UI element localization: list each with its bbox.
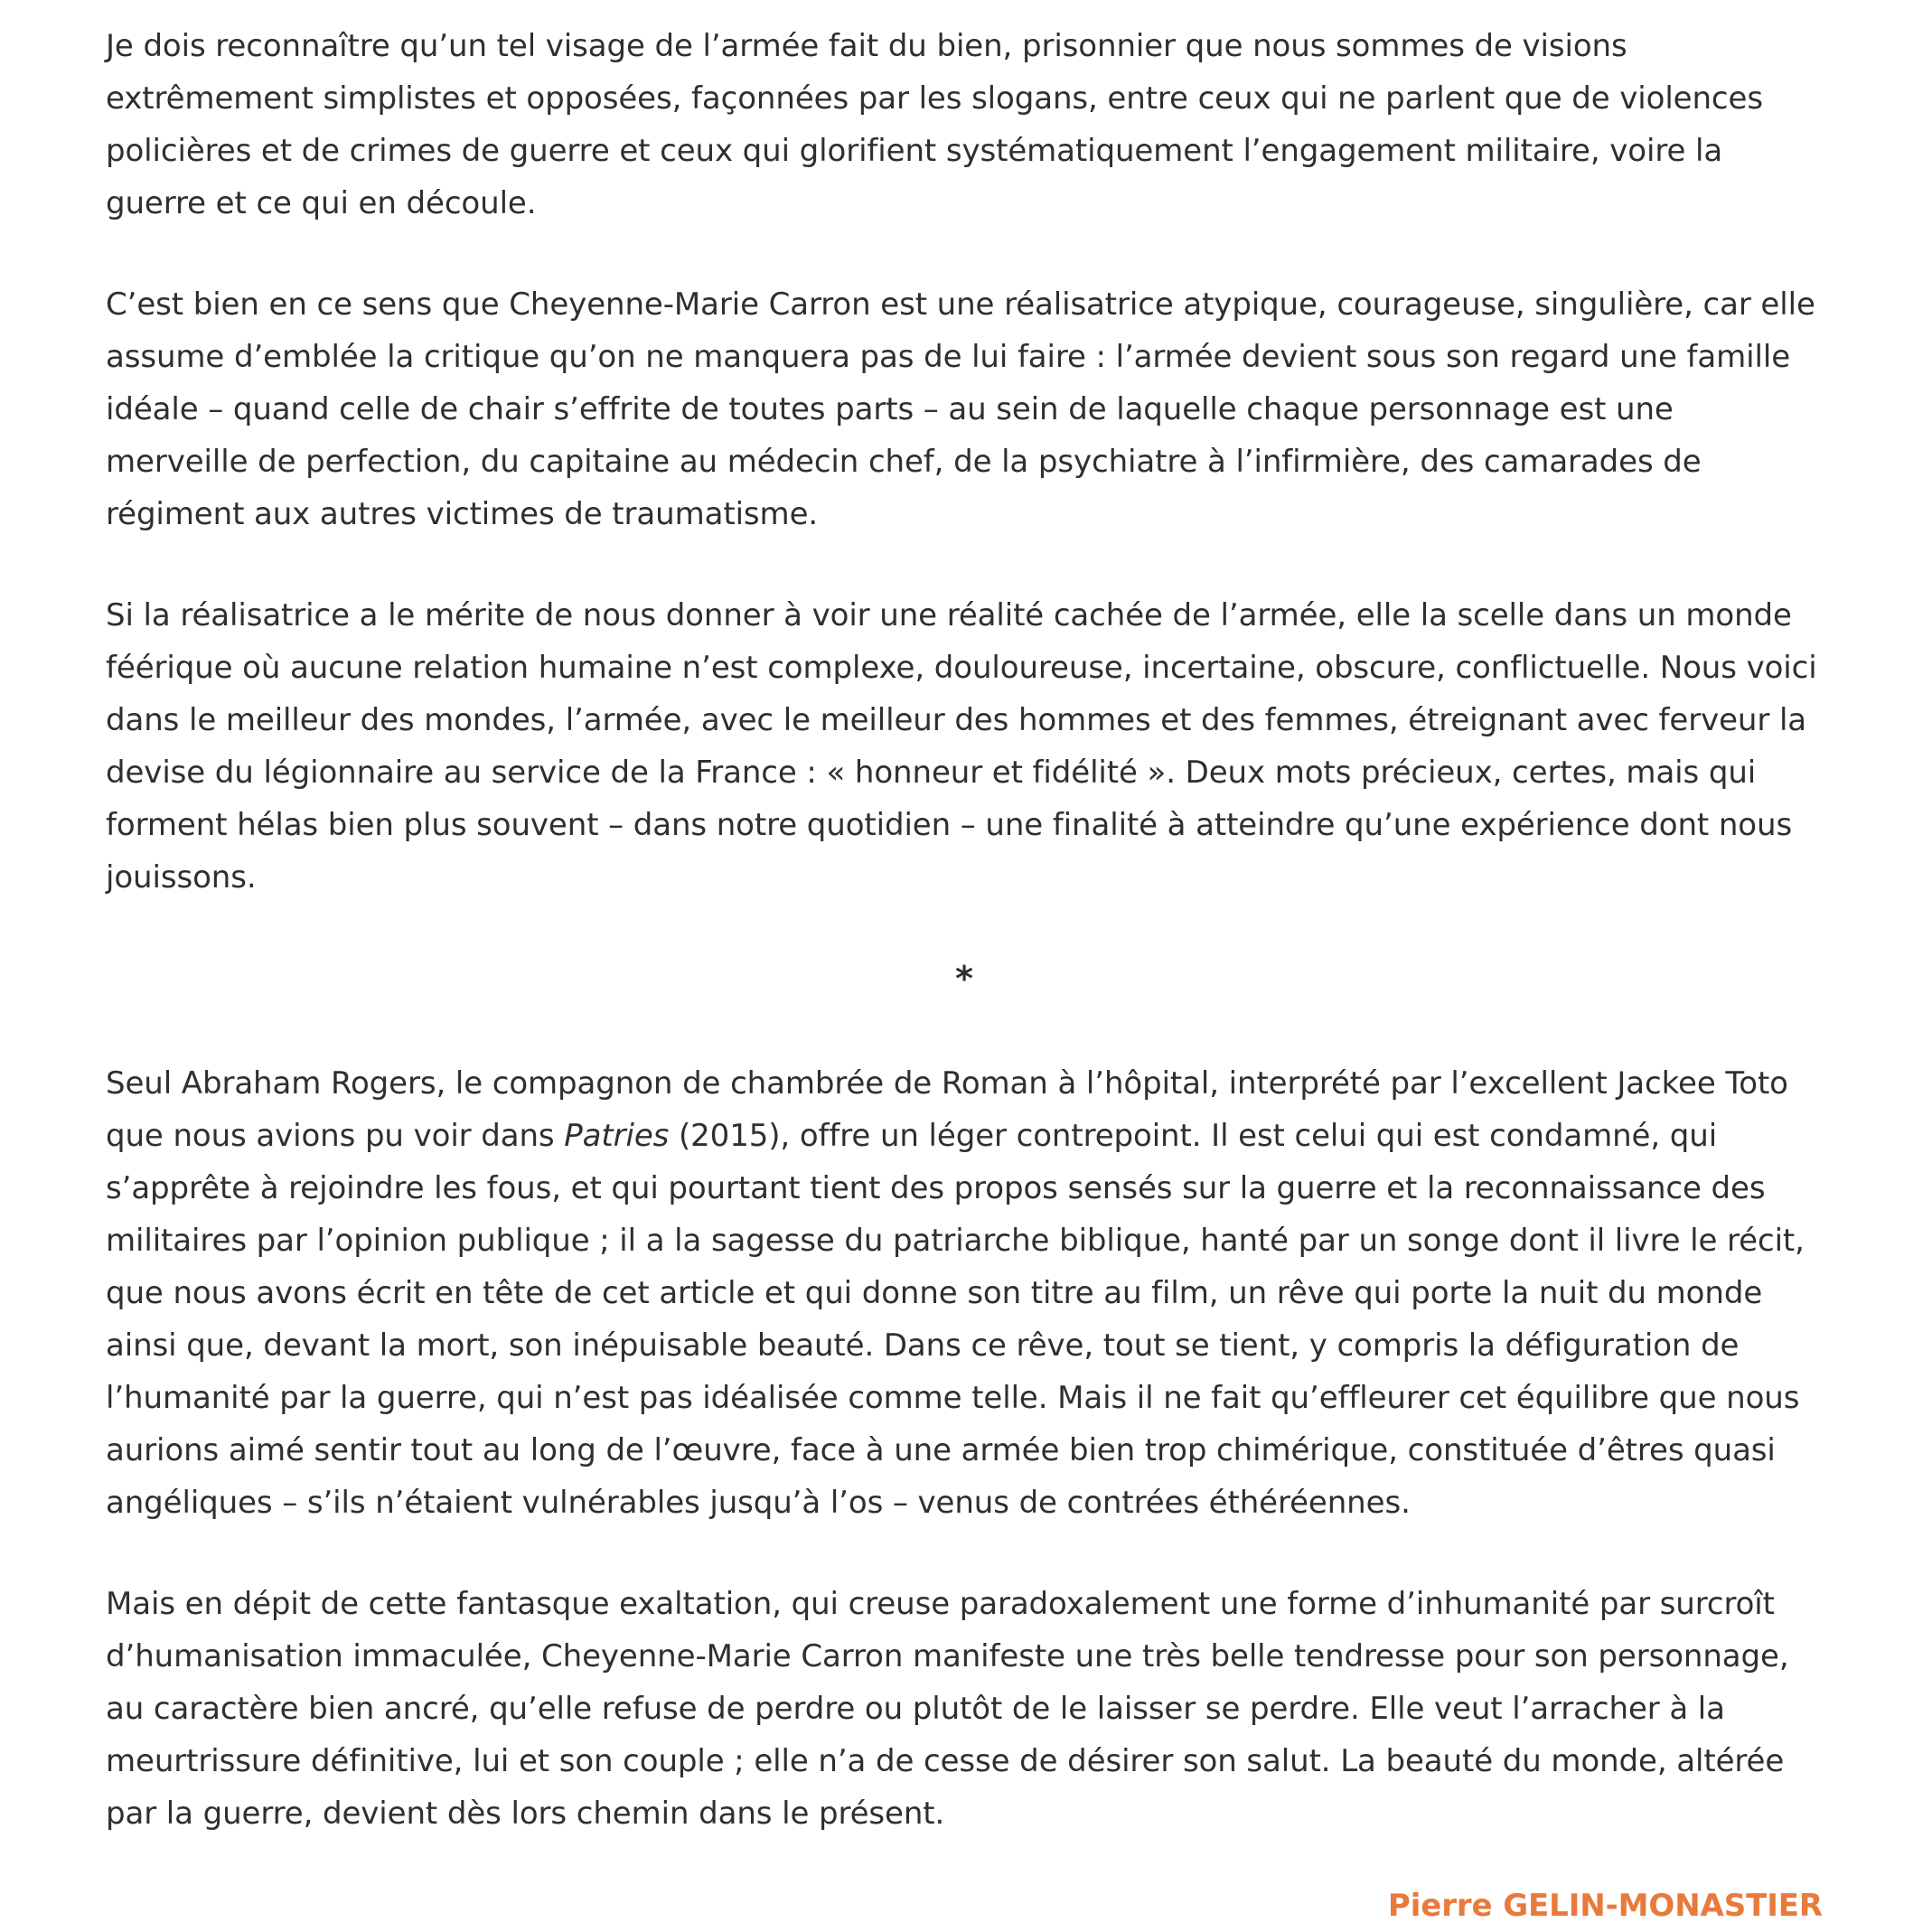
film-title-patries: Patries — [564, 1118, 670, 1154]
section-separator: * — [955, 959, 973, 999]
author-signature: Pierre GELIN-MONASTIER — [1387, 1888, 1823, 1924]
paragraph-4-part-2: (2015), offre un léger contrepoint. Il est celui qui est condamné, qui s’apprête à rejoindre les fous, et qui pourtant tient des propos sensés sur la guerre et la reconnaissance des militaires par l’opinion publique ; il a la sagesse du patriarche biblique, hanté par un songe dont il livre le récit, que nous avons écrit en tête de cet article et qui donne son titre au film, un rêve qui porte la nuit du monde ainsi que, devant la mort, son inépuisable beauté. Dans ce rêve, tout se tient, y compris la défiguration de l’humanité par la guerre, qui n’est pas idéalisée comme telle. Mais il ne fait qu’effleurer cet équilibre que nous aurions aimé sentir tout au long de l’œuvre, face à une armée bien trop chimérique, constituée d’êtres quasi angéliques – s’ils n’étaient vulnérables jusqu’à l’os – venus de contrées éthéréennes. — [106, 1118, 1805, 1521]
paragraph-1: Je dois reconnaître qu’un tel visage de l’armée fait du bien, prisonnier que nous sommes de visions extrêmement simplistes et opposées, façonnées par les slogans, entre ceux qui ne parlent que de violences policières et de crimes de guerre et ceux qui glorifient systématiquement l’engagement militaire, voire la guerre et ce qui en découle. — [106, 28, 1763, 221]
paragraph-4 — [106, 1057, 1823, 1529]
paragraph-5: Mais en dépit de cette fantasque exaltation, qui creuse paradoxalement une forme d’inhumanité par surcroît d’humanisation immaculée, Cheyenne-Marie Carron manifeste une très belle tendresse pour son personnage, au caractère bien ancré, qu’elle refuse de perdre ou plutôt de le laisser se perdre. Elle veut l’arracher à la meurtrissure définitive, lui et son couple ; elle n’a de cesse de désirer son salut. La beauté du monde, altérée par la guerre, devient dès lors chemin dans le présent. — [106, 1586, 1789, 1832]
paragraph-3: Si la réalisatrice a le mérite de nous donner à voir une réalité cachée de l’armée, elle la scelle dans un monde féérique où aucune relation humaine n’est complexe, douloureuse, incertaine, obscure, conflictuelle. Nous voici dans le meilleur des mondes, l’armée, avec le meilleur des hommes et des femmes, étreignant avec ferveur la devise du légionnaire au service de la France : « honneur et fidélité ». Deux mots précieux, certes, mais qui forment hélas bien plus souvent – dans notre quotidien – une finalité à atteindre qu’une expérience dont nous jouissons. — [106, 597, 1817, 896]
article-body — [106, 20, 1823, 1932]
paragraph-2: C’est bien en ce sens que Cheyenne-Marie Carron est une réalisatrice atypique, courageuse, singulière, car elle assume d’emblée la critique qu’on ne manquera pas de lui faire : l’armée devient sous son regard une famille idéale – quand celle de chair s’effrite de toutes parts – au sein de laquelle chaque personnage est une merveille de perfection, du capitaine au médecin chef, de la psychiatre à l’infirmière, des camarades de régiment aux autres victimes de traumatisme. — [106, 286, 1815, 532]
paragraph-4-part-1: Seul Abraham Rogers, le compagnon de chambrée de Roman à l’hôpital, interprété par l’excellent Jackee Toto que nous avions pu voir dans — [106, 1065, 1788, 1154]
